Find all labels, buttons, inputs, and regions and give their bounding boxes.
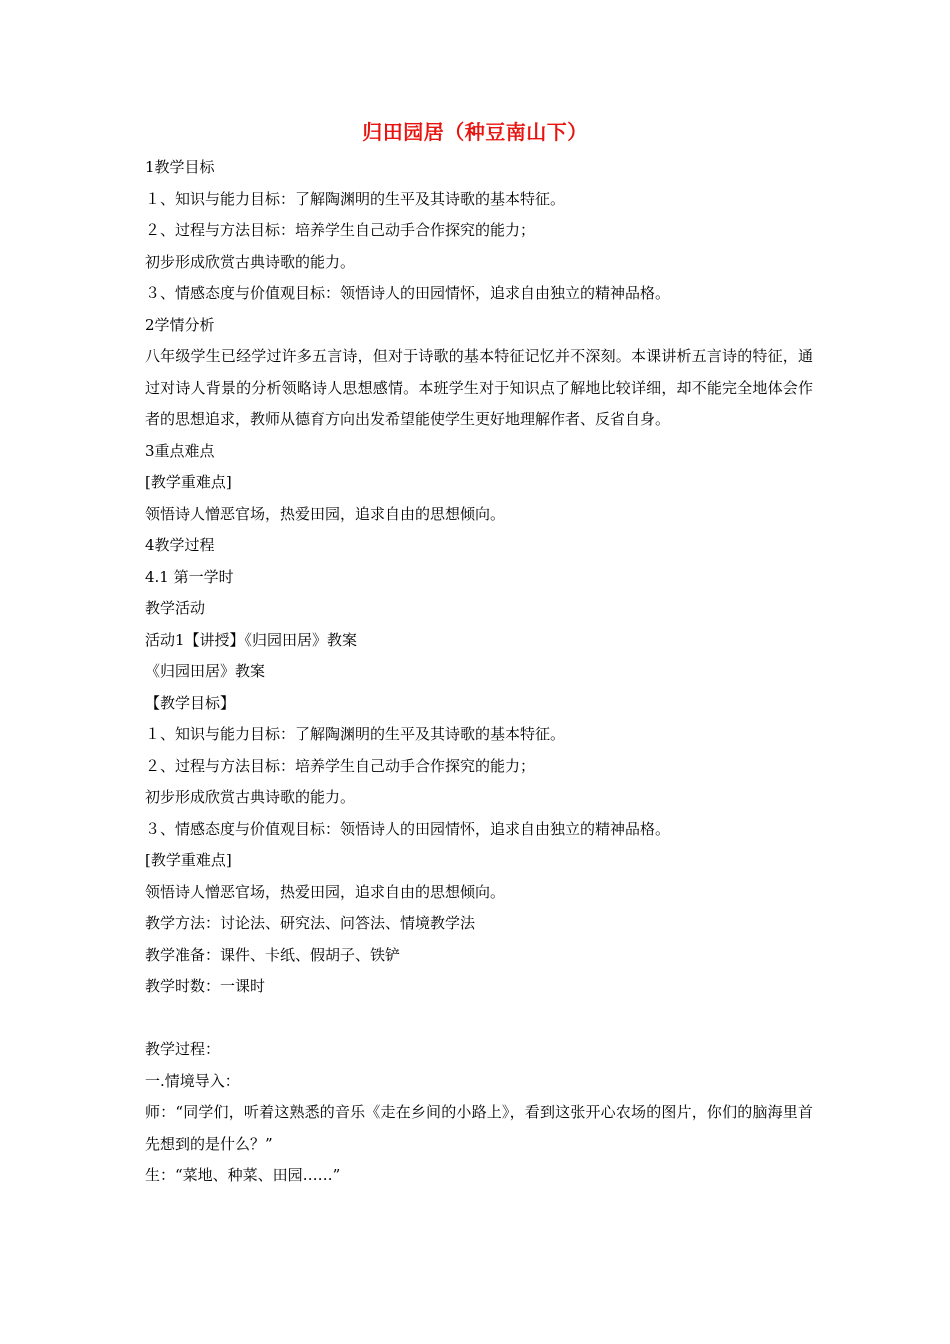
- teaching-process-label: 教学过程：: [145, 1040, 221, 1058]
- analysis-paragraph: 八年级学生已经学过许多五言诗，但对于诗歌的基本特征记忆并不深刻。本课讲析五言诗的特征，通过对诗人背景的分析领略诗人思想感情。本班学生对于知识点了解地比较详细，却不能完全地体会作者的思想追求，教师从德育方向出发希望能使学生更好地理解作者、反省自身。: [145, 347, 813, 428]
- objective-process-continued: 初步形成欣赏古典诗歌的能力。: [145, 252, 356, 271]
- teaching-preparation: 教学准备：课件、卡纸、假胡子、铁铲: [145, 945, 401, 964]
- student-answer: 生：“菜地、种菜、田园……”: [145, 1166, 341, 1184]
- lesson-plan-title: 《归园田居》教案: [145, 662, 266, 680]
- section-heading-analysis: 2学情分析: [145, 315, 215, 334]
- section-heading-objectives: 1教学目标: [145, 158, 215, 176]
- section-heading-process: 4教学过程: [145, 536, 215, 554]
- objective-knowledge-repeat: １、知识与能力目标：了解陶渊明的生平及其诗歌的基本特征。: [145, 725, 566, 743]
- teaching-activities-label: 教学活动: [145, 599, 206, 617]
- subsection-first-period: 4.1 第一学时: [145, 567, 234, 586]
- objective-emotion: ３、情感态度与价值观目标：领悟诗人的田园情怀，追求自由独立的精神品格。: [145, 284, 671, 302]
- blank-line: [145, 1003, 813, 1035]
- key-points-label-repeat: [教学重难点]: [145, 851, 232, 869]
- teaching-methods: 教学方法：讨论法、研究法、问答法、情境教学法: [145, 914, 476, 932]
- objective-emotion-repeat: ３、情感态度与价值观目标：领悟诗人的田园情怀，追求自由独立的精神品格。: [145, 819, 671, 838]
- document-body: [145, 152, 813, 1192]
- scene-introduction-heading: 一.情境导入：: [145, 1071, 240, 1090]
- objective-process-repeat: ２、过程与方法目标：培养学生自己动手合作探究的能力；: [145, 756, 536, 775]
- objective-process: ２、过程与方法目标：培养学生自己动手合作探究的能力；: [145, 221, 536, 239]
- objective-knowledge: １、知识与能力目标：了解陶渊明的生平及其诗歌的基本特征。: [145, 189, 566, 208]
- key-points-text: 领悟诗人憎恶官场，热爱田园，追求自由的思想倾向。: [145, 504, 506, 523]
- teaching-hours: 教学时数：一课时: [145, 977, 266, 995]
- document-title: 归田园居（种豆南山下）: [362, 120, 588, 144]
- activity-1-heading: 活动1【讲授】《归园田居》教案: [145, 630, 358, 649]
- key-points-text-repeat: 领悟诗人憎恶官场，热爱田园，追求自由的思想倾向。: [145, 882, 506, 901]
- key-points-label: [教学重难点]: [145, 473, 232, 491]
- objective-process-continued-repeat: 初步形成欣赏古典诗歌的能力。: [145, 788, 356, 806]
- section-heading-key-points: 3重点难点: [145, 441, 215, 460]
- teaching-objectives-label: 【教学目标】: [145, 693, 236, 712]
- teacher-question: 师：“同学们，听着这熟悉的音乐《走在乡间的小路上》，看到这张开心农场的图片，你们的脑海里首先想到的是什么？”: [145, 1103, 813, 1153]
